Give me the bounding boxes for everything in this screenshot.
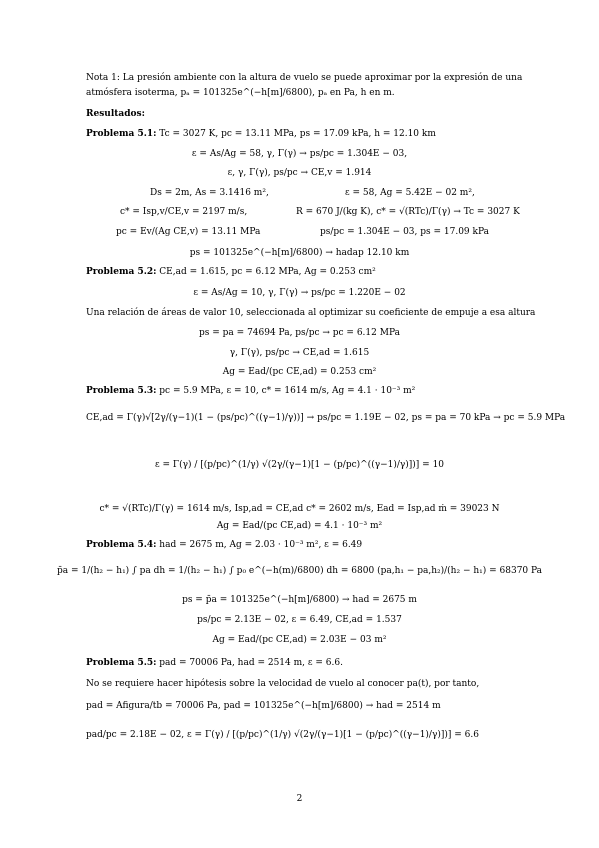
problem-5-2-title: Problema 5.2:: [86, 267, 157, 277]
problem-5-5-text: No se requiere hacer hipótesis sobre la velocidad de vuelo al conocer pa(t), por tanto,: [86, 679, 480, 689]
problem-5-5-eq-2: pad/pc = 2.18E − 02, ε = Γ(γ) / [(p/pc)^(1/γ) √(2γ/(γ−1)[1 − (p/pc)^((γ−1)/γ)])] = 6.6: [86, 730, 479, 740]
problem-5-3-eq-2: ε = Γ(γ) / [(p/pc)^(1/γ) √(2γ/(γ−1)[1 − (p/pc)^((γ−1)/γ)])] = 10: [154, 460, 445, 470]
problem-5-5-eq-1: pad = Afigura/tb = 70006 Pa, pad = 101325e^(−h[m]/6800) → had = 2514 m: [86, 701, 441, 711]
problem-5-4-eq-1: p̄a = 1/(h₂ − h₁) ∫ pa dh = 1/(h₂ − h₁) ∫ p₀ e^(−h(m)/6800) dh = 6800 (pa,h₁ − pa,h₂)/(h₂ − h₁) = 68370 Pa: [56, 566, 543, 576]
problem-5-1-title: Problema 5.1:: [86, 129, 157, 139]
problem-5-3-title: Problema 5.3:: [86, 386, 157, 396]
note-line-2: atmósfera isoterma, pₐ = 101325e^(−h[m]/6800), pₐ en Pa, h en m.: [86, 88, 395, 98]
problem-5-2-eq-1: ε = As/Ag = 10, γ, Γ(γ) → ps/pc = 1.220E − 02: [193, 288, 406, 298]
problem-5-1-eq-3a: Ds = 2m, As = 3.1416 m²,: [150, 188, 269, 198]
problem-5-2-header: [86, 266, 376, 278]
problem-5-5-header: [86, 657, 343, 669]
problem-5-1-eq-3b: ε = 58, Ag = 5.42E − 02 m²,: [345, 188, 475, 198]
problem-5-4-eq-4: Ag = Ead/(pc CE,ad) = 2.03E − 03 m²: [212, 635, 387, 645]
problem-5-2-text: Una relación de áreas de valor 10, seleccionada al optimizar su coeficiente de empuje a esa altura: [86, 308, 536, 318]
problem-5-4-eq-3: ps/pc = 2.13E − 02, ε = 6.49, CE,ad = 1.537: [197, 615, 402, 625]
problem-5-4-eq-2: ps = p̄a = 101325e^(−h[m]/6800) → had = 2675 m: [182, 595, 417, 605]
problem-5-2-eq-4: Ag = Ead/(pc CE,ad) = 0.253 cm²: [222, 367, 377, 377]
problem-5-5-summary: pad = 70006 Pa, had = 2514 m, ε = 6.6.: [156, 658, 343, 668]
problem-5-3-header: [86, 385, 415, 397]
problem-5-1-eq-6: ps = 101325e^(−h[m]/6800) → hadap 12.10 km: [189, 248, 410, 258]
problem-5-1-eq-5a: pc = Ev/(Ag CE,v) = 13.11 MPa: [116, 227, 261, 237]
problem-5-1-eq-5b: ps/pc = 1.304E − 03, ps = 17.09 kPa: [320, 227, 489, 237]
page-number: 2: [296, 794, 303, 804]
problem-5-2-eq-2: ps = pa = 74694 Pa, ps/pc → pc = 6.12 MPa: [199, 328, 400, 338]
problem-5-2-eq-3: γ, Γ(γ), ps/pc → CE,ad = 1.615: [229, 348, 370, 358]
problem-5-1-summary: Tc = 3027 K, pc = 13.11 MPa, ps = 17.09 kPa, h = 12.10 km: [156, 129, 436, 139]
problem-5-5-title: Problema 5.5:: [86, 658, 157, 668]
problem-5-4-header: [86, 539, 362, 551]
problem-5-3-eq-1: CE,ad = Γ(γ)√[2γ/(γ−1)(1 − (ps/pc)^((γ−1)/γ))] → ps/pc = 1.19E − 02, ps = pa = 70 kPa → pc = 5.9 MPa: [86, 413, 566, 423]
results-heading: Resultados:: [86, 109, 145, 119]
problem-5-3-summary: pc = 5.9 MPa, ε = 10, c* = 1614 m/s, Ag = 4.1 · 10⁻³ m²: [156, 386, 416, 396]
problem-5-2-summary: CE,ad = 1.615, pc = 6.12 MPa, Ag = 0.253 cm²: [156, 267, 376, 277]
problem-5-1-eq-4b: R = 670 J/(kg K), c* = √(RTc)/Γ(γ) → Tc = 3027 K: [296, 207, 520, 217]
problem-5-1-eq-2: ε, γ, Γ(γ), ps/pc → CE,v = 1.914: [227, 168, 372, 178]
problem-5-4-title: Problema 5.4:: [86, 540, 157, 550]
problem-5-1-eq-1: ε = As/Ag = 58, γ, Γ(γ) → ps/pc = 1.304E − 03,: [191, 149, 408, 159]
note-line-1: Nota 1: La presión ambiente con la altura de vuelo se puede aproximar por la expresión de una: [86, 73, 523, 83]
problem-5-3-eq-4: Ag = Ead/(pc CE,ad) = 4.1 · 10⁻³ m²: [216, 521, 383, 531]
problem-5-4-summary: had = 2675 m, Ag = 2.03 · 10⁻³ m², ε = 6.49: [156, 540, 363, 550]
problem-5-3-eq-3: c* = √(RTc)/Γ(γ) = 1614 m/s, Isp,ad = CE,ad c* = 2602 m/s, Ead = Isp,ad ṁ = 39023 N: [99, 504, 500, 514]
problem-5-1-header: [86, 128, 436, 140]
problem-5-1-eq-4a: c* = Isp,v/CE,v = 2197 m/s,: [120, 207, 248, 217]
